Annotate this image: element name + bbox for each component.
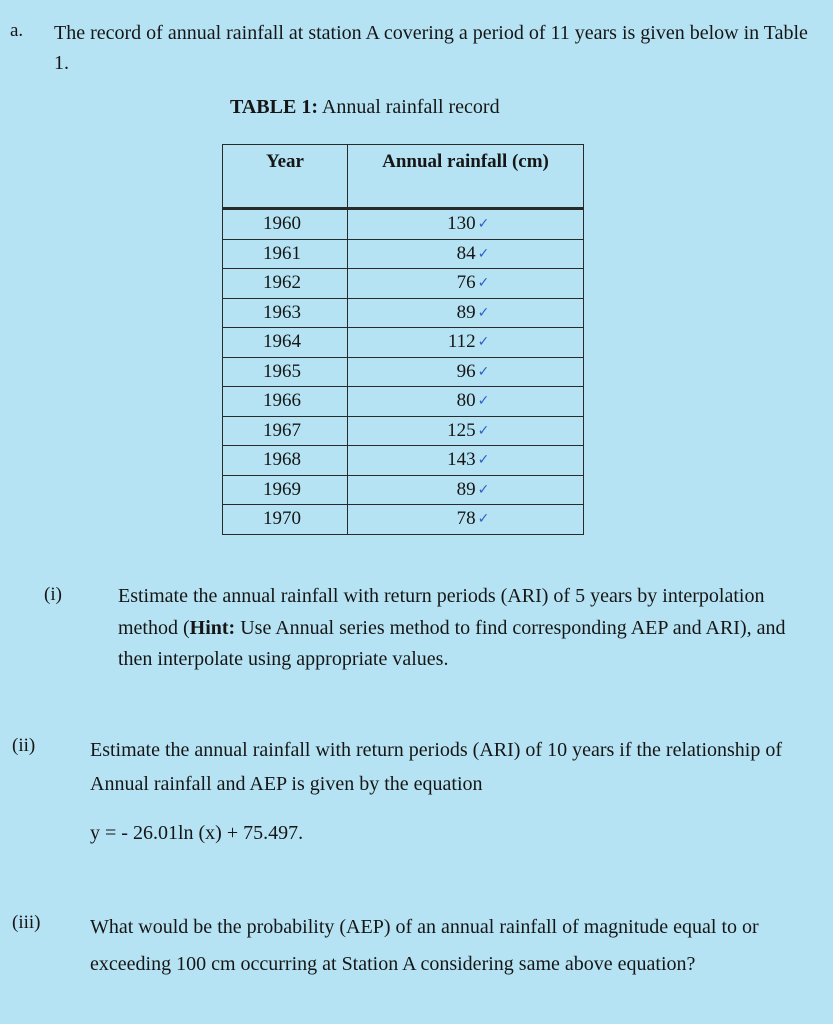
- question-1-text-before: Estimate the annual rainfall with return periods (ARI) of 5 years by interpolation method (: [118, 585, 765, 639]
- table-row: [223, 475, 584, 505]
- year-cell: 1969: [223, 475, 348, 505]
- rainfall-value: 76: [456, 272, 476, 294]
- check-mark-icon: ✓: [477, 422, 490, 439]
- rainfall-value: 96: [456, 360, 476, 382]
- question-1-text: [118, 581, 808, 676]
- table-row: [223, 298, 584, 328]
- table-body: [223, 208, 584, 534]
- check-mark-icon: ✓: [477, 245, 490, 262]
- year-cell: 1966: [223, 387, 348, 417]
- rainfall-value: 112: [447, 331, 476, 353]
- year-cell: 1960: [223, 210, 348, 240]
- rainfall-value: 89: [456, 301, 476, 323]
- check-mark-icon: ✓: [477, 304, 490, 321]
- question-1-hint-label: Hint:: [189, 616, 236, 639]
- table-row: [223, 387, 584, 417]
- year-cell: 1965: [223, 357, 348, 387]
- year-cell: 1964: [223, 328, 348, 358]
- table-row: [223, 269, 584, 299]
- check-mark-icon: ✓: [477, 216, 490, 233]
- rainfall-cell: [348, 210, 584, 240]
- rainfall-cell: [348, 475, 584, 505]
- rainfall-cell: [348, 357, 584, 387]
- year-cell: 1968: [223, 446, 348, 476]
- table-caption-number: TABLE 1:: [230, 96, 318, 118]
- rainfall-value: 125: [447, 419, 476, 441]
- rainfall-cell: [348, 239, 584, 269]
- year-cell: 1967: [223, 416, 348, 446]
- check-mark-icon: ✓: [477, 511, 490, 528]
- rainfall-cell: [348, 328, 584, 358]
- question-2-text: Estimate the annual rainfall with return periods (ARI) of 10 years if the relationship of Annual rainfall and AEP is given by the equation: [90, 739, 783, 795]
- rainfall-value: 80: [456, 390, 476, 412]
- table-row: [223, 416, 584, 446]
- check-mark-icon: ✓: [477, 363, 490, 380]
- check-mark-icon: ✓: [477, 393, 490, 410]
- rainfall-value: 89: [456, 478, 476, 500]
- rainfall-cell: [348, 298, 584, 328]
- check-mark-icon: ✓: [477, 452, 490, 469]
- rainfall-cell: [348, 505, 584, 535]
- check-mark-icon: ✓: [477, 275, 490, 292]
- table-row: [223, 210, 584, 240]
- check-mark-icon: ✓: [477, 334, 490, 351]
- rainfall-cell: [348, 416, 584, 446]
- header-year: Year: [223, 145, 348, 209]
- intro-text: The record of annual rainfall at station A covering a period of 11 years is given below in Table 1.: [54, 22, 808, 74]
- rainfall-cell: [348, 269, 584, 299]
- check-mark-icon: ✓: [477, 481, 490, 498]
- question-3-text: What would be the probability (AEP) of an annual rainfall of magnitude equal to or exceeding 100 cm occurring at Station A considering same above equation?: [90, 916, 759, 975]
- year-cell: 1962: [223, 269, 348, 299]
- rainfall-value: 84: [456, 242, 476, 264]
- table-row: [223, 328, 584, 358]
- question-2-label: (ii): [12, 735, 36, 756]
- rainfall-value: 130: [447, 213, 476, 235]
- table-row: [223, 239, 584, 269]
- question-1-label: (i): [44, 584, 62, 605]
- intro-label: a.: [10, 20, 24, 41]
- question-2-equation: y = - 26.01ln (x) + 75.497.: [90, 822, 304, 844]
- rainfall-cell: [348, 446, 584, 476]
- header-rainfall: Annual rainfall (cm): [348, 145, 584, 209]
- table-row: [223, 505, 584, 535]
- rainfall-cell: [348, 387, 584, 417]
- table-caption-title: Annual rainfall record: [317, 96, 500, 118]
- table-caption: [230, 96, 500, 119]
- rainfall-value: 78: [456, 508, 476, 530]
- question-3-label: (iii): [12, 912, 41, 933]
- year-cell: 1961: [223, 239, 348, 269]
- table-row: [223, 357, 584, 387]
- question-1-text-after: Use Annual series method to find corresponding AEP and ARI), and then interpolate using appropriate values.: [118, 616, 786, 670]
- table-row: [223, 446, 584, 476]
- year-cell: 1970: [223, 505, 348, 535]
- rainfall-value: 143: [447, 449, 476, 471]
- year-cell: 1963: [223, 298, 348, 328]
- table-header-row: [223, 145, 584, 209]
- rainfall-table: [222, 144, 584, 535]
